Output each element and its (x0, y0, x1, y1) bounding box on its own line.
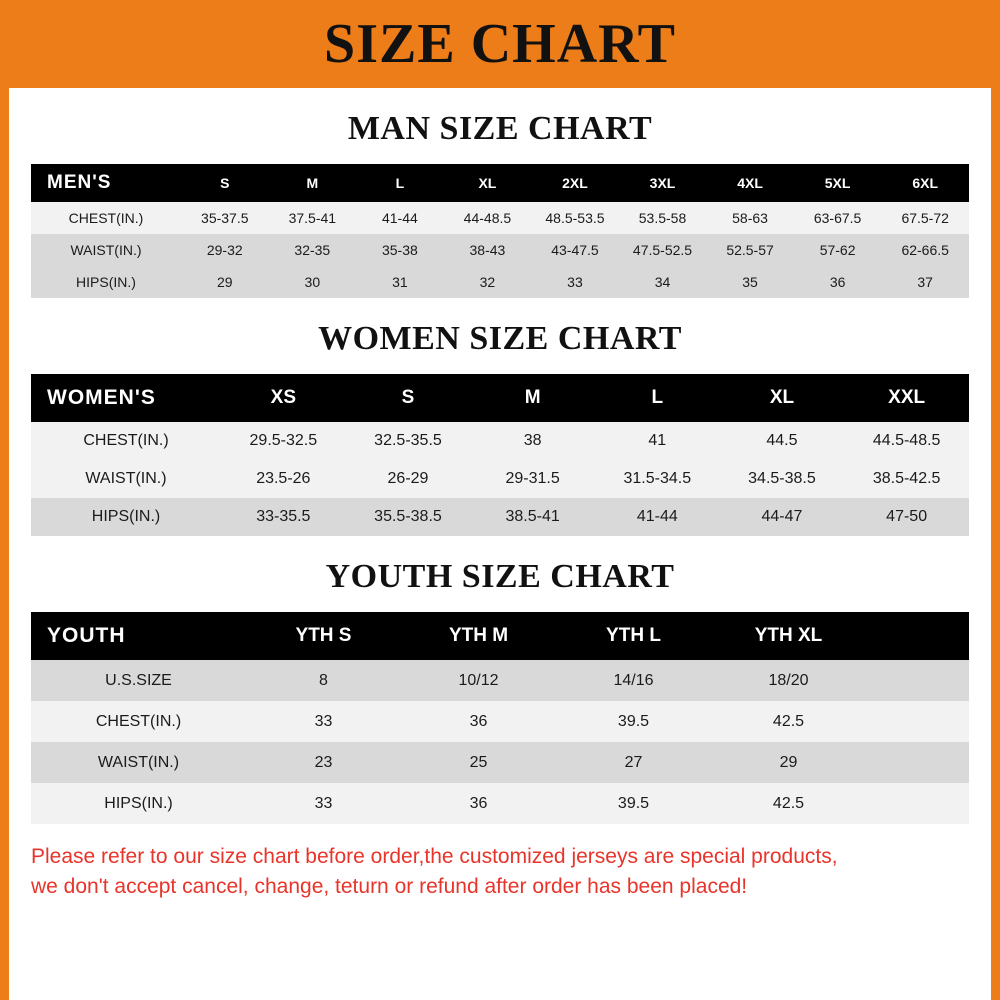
youth-waist-m: 25 (401, 742, 556, 783)
table-row (31, 742, 969, 783)
youth-ussize-s: 8 (246, 660, 401, 701)
men-chest-m: 37.5-41 (269, 202, 357, 234)
women-hips-m: 38.5-41 (470, 498, 595, 536)
men-header-6xl: 6XL (881, 164, 969, 202)
men-header-3xl: 3XL (619, 164, 707, 202)
men-hips-4xl: 35 (706, 266, 794, 298)
youth-hips-xl: 42.5 (711, 783, 866, 824)
men-chest-s: 35-37.5 (181, 202, 269, 234)
men-chest-2xl: 48.5-53.5 (531, 202, 619, 234)
youth-chest-m: 36 (401, 701, 556, 742)
youth-chest-spacer (866, 701, 969, 742)
note-line-2: we don't accept cancel, change, teturn or refund after order has been placed! (31, 875, 748, 899)
men-section-title: MAN SIZE CHART (347, 110, 653, 147)
youth-hips-m: 36 (401, 783, 556, 824)
women-chest-s: 32.5-35.5 (346, 422, 471, 460)
men-hips-s: 29 (181, 266, 269, 298)
men-hips-3xl: 34 (619, 266, 707, 298)
men-hips-6xl: 37 (881, 266, 969, 298)
youth-hips-spacer (866, 783, 969, 824)
youth-header-m: YTH M (401, 612, 556, 660)
men-waist-s: 29-32 (181, 234, 269, 266)
women-chest-l: 41 (595, 422, 720, 460)
youth-chest-s: 33 (246, 701, 401, 742)
men-waist-5xl: 57-62 (794, 234, 882, 266)
men-chest-6xl: 67.5-72 (881, 202, 969, 234)
women-waist-s: 26-29 (346, 460, 471, 498)
men-size-section (9, 110, 991, 298)
youth-chest-xl: 42.5 (711, 701, 866, 742)
women-header-s: S (346, 374, 471, 422)
men-waist-2xl: 43-47.5 (531, 234, 619, 266)
men-header-label: MEN'S (31, 164, 181, 202)
men-row-label-waist: WAIST(IN.) (31, 234, 181, 266)
women-header-label: WOMEN'S (31, 374, 221, 422)
women-header-xl: XL (720, 374, 845, 422)
men-header-l: L (356, 164, 444, 202)
men-size-table (31, 164, 969, 298)
men-chest-4xl: 58-63 (706, 202, 794, 234)
youth-hips-l: 39.5 (556, 783, 711, 824)
men-chest-3xl: 53.5-58 (619, 202, 707, 234)
youth-header-label: YOUTH (31, 612, 246, 660)
women-waist-xs: 23.5-26 (221, 460, 346, 498)
men-chest-l: 41-44 (356, 202, 444, 234)
men-chest-xl: 44-48.5 (444, 202, 532, 234)
table-header-row (31, 612, 969, 660)
women-waist-m: 29-31.5 (470, 460, 595, 498)
table-row (31, 234, 969, 266)
men-waist-3xl: 47.5-52.5 (619, 234, 707, 266)
women-waist-xxl: 38.5-42.5 (844, 460, 969, 498)
men-header-5xl: 5XL (794, 164, 882, 202)
men-hips-m: 30 (269, 266, 357, 298)
page-title: SIZE CHART (324, 13, 676, 75)
women-chest-xs: 29.5-32.5 (221, 422, 346, 460)
men-header-xl: XL (444, 164, 532, 202)
youth-row-label-chest: CHEST(IN.) (31, 701, 246, 742)
women-size-table (31, 374, 969, 536)
youth-waist-l: 27 (556, 742, 711, 783)
youth-ussize-spacer (866, 660, 969, 701)
youth-waist-s: 23 (246, 742, 401, 783)
men-hips-l: 31 (356, 266, 444, 298)
note-line-1: Please refer to our size chart before order,the customized jerseys are special products, (31, 845, 838, 868)
women-chest-xl: 44.5 (720, 422, 845, 460)
youth-section-title: YOUTH SIZE CHART (325, 558, 675, 595)
women-hips-xl: 44-47 (720, 498, 845, 536)
men-header-4xl: 4XL (706, 164, 794, 202)
youth-size-section (9, 558, 991, 824)
women-hips-xs: 33-35.5 (221, 498, 346, 536)
men-header-s: S (181, 164, 269, 202)
women-hips-xxl: 47-50 (844, 498, 969, 536)
women-waist-xl: 34.5-38.5 (720, 460, 845, 498)
table-row (31, 498, 969, 536)
men-hips-2xl: 33 (531, 266, 619, 298)
youth-hips-s: 33 (246, 783, 401, 824)
men-waist-6xl: 62-66.5 (881, 234, 969, 266)
youth-row-label-hips: HIPS(IN.) (31, 783, 246, 824)
men-row-label-chest: CHEST(IN.) (31, 202, 181, 234)
youth-waist-spacer (866, 742, 969, 783)
women-header-l: L (595, 374, 720, 422)
men-waist-4xl: 52.5-57 (706, 234, 794, 266)
men-header-m: M (269, 164, 357, 202)
youth-ussize-l: 14/16 (556, 660, 711, 701)
table-row (31, 460, 969, 498)
men-row-label-hips: HIPS(IN.) (31, 266, 181, 298)
youth-chest-l: 39.5 (556, 701, 711, 742)
youth-header-s: YTH S (246, 612, 401, 660)
women-header-xxl: XXL (844, 374, 969, 422)
table-row (31, 422, 969, 460)
men-waist-xl: 38-43 (444, 234, 532, 266)
women-waist-l: 31.5-34.5 (595, 460, 720, 498)
table-header-row (31, 164, 969, 202)
page-banner (0, 0, 1000, 88)
youth-header-xl: YTH XL (711, 612, 866, 660)
youth-header-spacer (866, 612, 969, 660)
youth-ussize-m: 10/12 (401, 660, 556, 701)
men-hips-xl: 32 (444, 266, 532, 298)
youth-header-l: YTH L (556, 612, 711, 660)
men-chest-5xl: 63-67.5 (794, 202, 882, 234)
women-section-title: WOMEN SIZE CHART (318, 320, 682, 357)
men-waist-l: 35-38 (356, 234, 444, 266)
women-chest-xxl: 44.5-48.5 (844, 422, 969, 460)
youth-row-label-waist: WAIST(IN.) (31, 742, 246, 783)
youth-row-label-ussize: U.S.SIZE (31, 660, 246, 701)
youth-ussize-xl: 18/20 (711, 660, 866, 701)
youth-waist-xl: 29 (711, 742, 866, 783)
table-header-row (31, 374, 969, 422)
women-row-label-chest: CHEST(IN.) (31, 422, 221, 460)
men-waist-m: 32-35 (269, 234, 357, 266)
table-row (31, 701, 969, 742)
table-row (31, 660, 969, 701)
table-row (31, 202, 969, 234)
women-size-section (9, 320, 991, 536)
women-header-m: M (470, 374, 595, 422)
women-row-label-waist: WAIST(IN.) (31, 460, 221, 498)
table-row (31, 783, 969, 824)
table-row (31, 266, 969, 298)
women-hips-l: 41-44 (595, 498, 720, 536)
women-row-label-hips: HIPS(IN.) (31, 498, 221, 536)
men-header-2xl: 2XL (531, 164, 619, 202)
women-chest-m: 38 (470, 422, 595, 460)
men-hips-5xl: 36 (794, 266, 882, 298)
women-hips-s: 35.5-38.5 (346, 498, 471, 536)
youth-size-table (31, 612, 969, 824)
women-header-xs: XS (221, 374, 346, 422)
return-policy-note (31, 842, 969, 903)
